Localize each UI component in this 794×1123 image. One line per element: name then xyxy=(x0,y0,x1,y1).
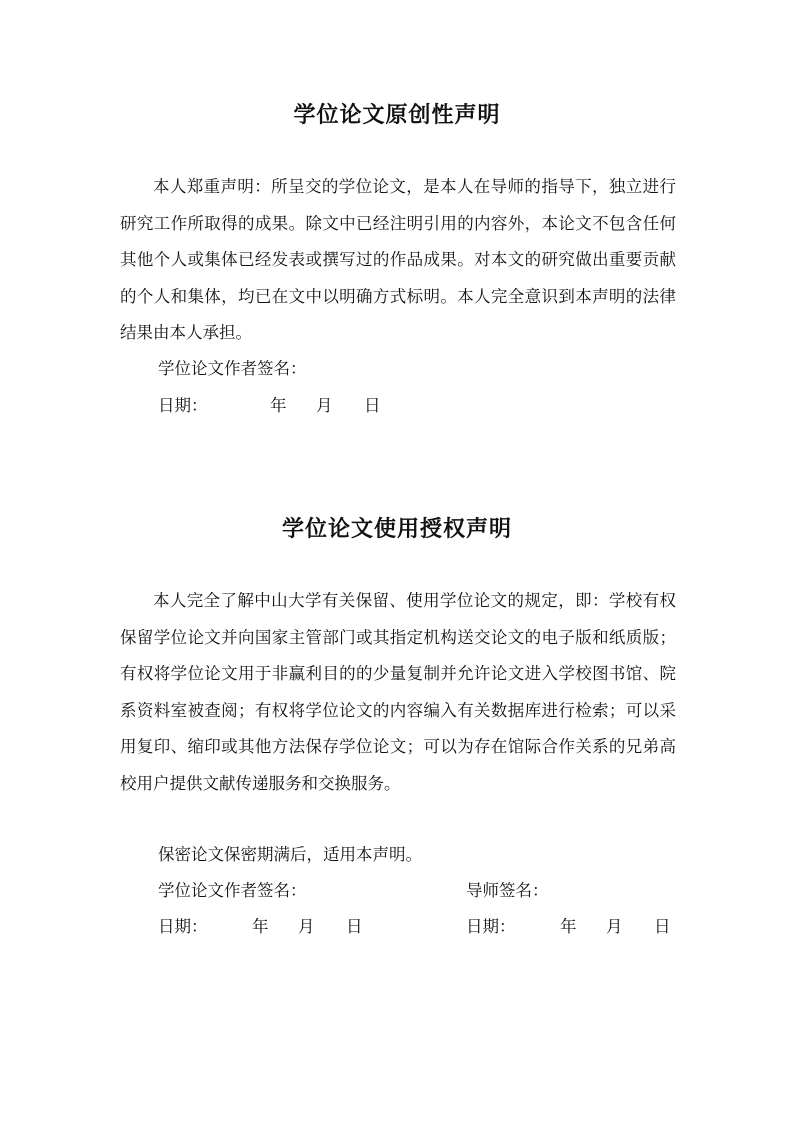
author-year-label: 年 xyxy=(252,917,269,936)
year-label: 年 xyxy=(270,396,287,415)
day-label: 日 xyxy=(364,396,381,415)
originality-declaration-title: 学位论文原创性声明 xyxy=(293,103,501,128)
author-month-label: 月 xyxy=(298,917,315,936)
author-signature-label: 学位论文作者签名： xyxy=(158,359,307,378)
usage-authorization-body: 本人完全了解中山大学有关保留、使用学位论文的规定，即：学校有权保留学位论文并向国家主管部门或其指定机构送交论文的电子版和纸质版；有权将学位论文用于非赢利目的的少量复制并允许论文进入学校图书馆、院系资料室被查阅；有权将学位论文的内容编入有关数据库进行检索；可以采用复印、缩印或其他方法保存学位论文；可以为存在馆际合作关系的兄弟高校用户提供文献传递服务和交换服务。 xyxy=(120,591,676,793)
author-date-label: 日期： xyxy=(158,917,208,936)
confidential-note: 保密论文保密期满后，适用本声明。 xyxy=(158,845,422,864)
date-label: 日期： xyxy=(158,396,208,415)
advisor-year-label: 年 xyxy=(560,917,577,936)
originality-declaration-body: 本人郑重声明：所呈交的学位论文，是本人在导师的指导下，独立进行研究工作所取得的成果。除文中已经注明引用的内容外，本论文不包含任何其他个人或集体已经发表或撰写过的作品成果。对本文的研究做出重要贡献的个人和集体，均已在文中以明确方式标明。本人完全意识到本声明的法律结果由本人承担。 xyxy=(120,177,676,342)
month-label: 月 xyxy=(316,396,333,415)
advisor-signature-label: 导师签名： xyxy=(466,881,549,900)
usage-authorization-title: 学位论文使用授权声明 xyxy=(281,517,512,542)
advisor-day-label: 日 xyxy=(654,917,671,936)
author-signature-label: 学位论文作者签名： xyxy=(158,881,307,900)
advisor-date-label: 日期： xyxy=(466,917,516,936)
author-day-label: 日 xyxy=(346,917,363,936)
advisor-month-label: 月 xyxy=(606,917,623,936)
